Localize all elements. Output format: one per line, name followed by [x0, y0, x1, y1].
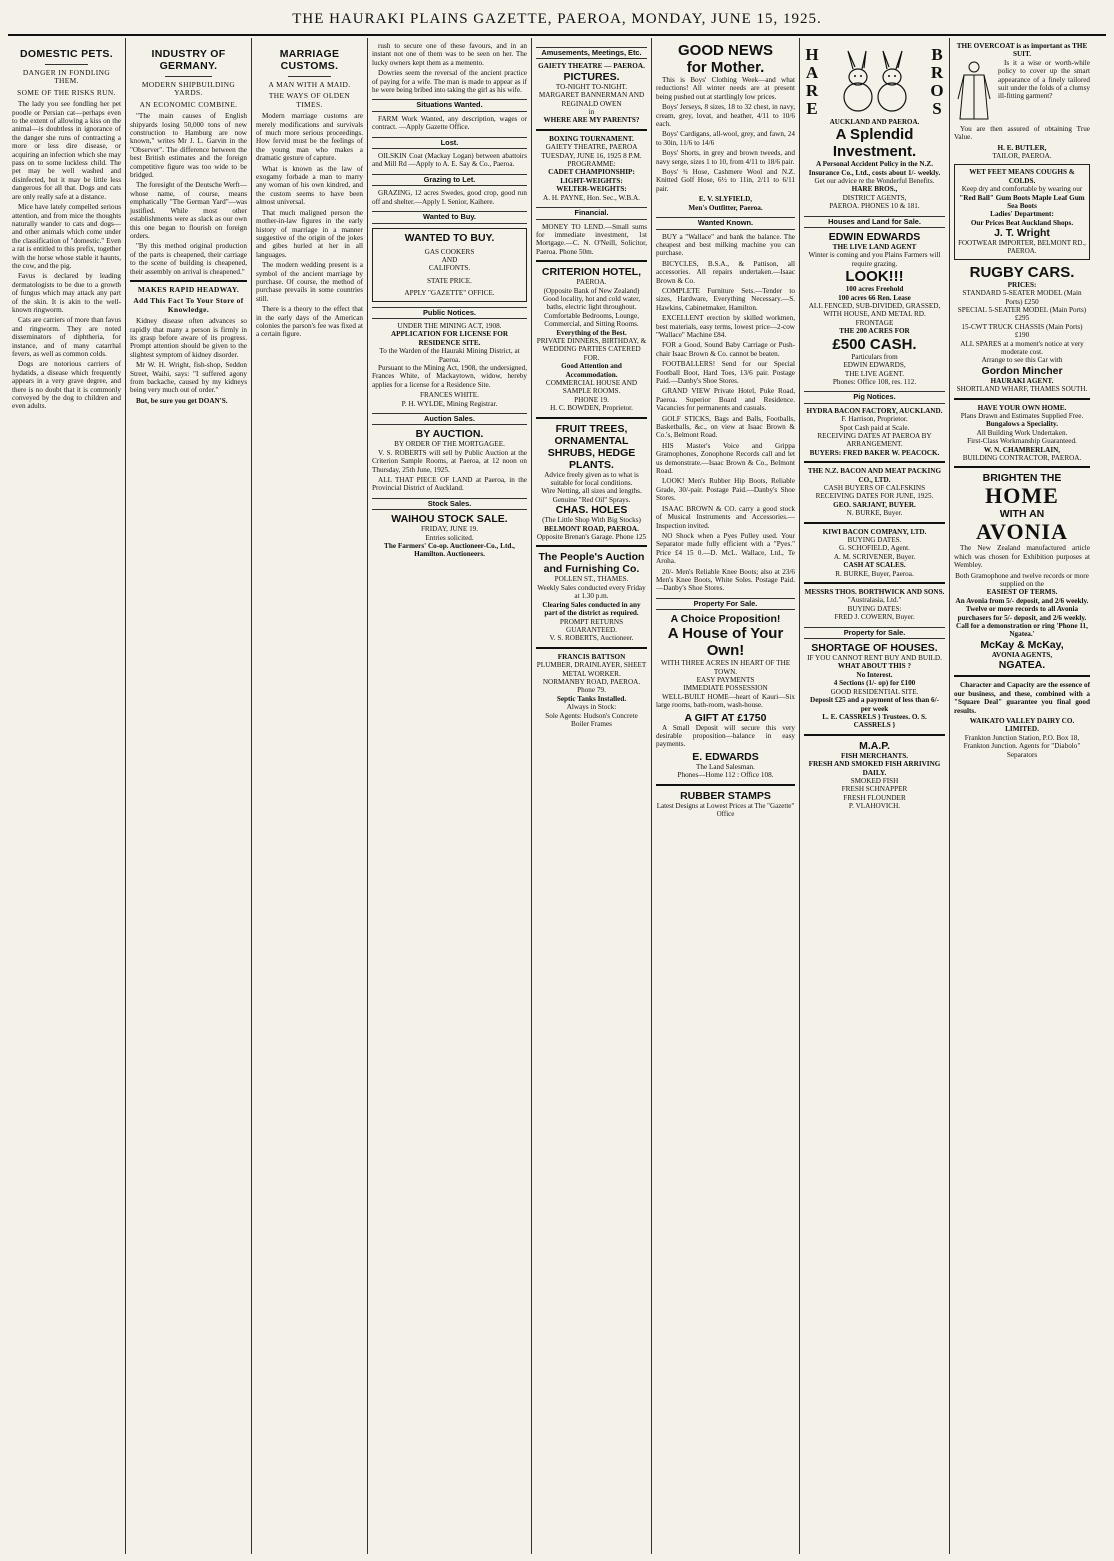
ad-line: PROGRAMME: — [567, 160, 616, 169]
ad-line: BUILDING CONTRACTOR, PAEROA. — [962, 454, 1082, 462]
ad-line: A. M. SCRIVENER, Buyer. — [833, 552, 916, 561]
ad-line: Phones: Office 108, res. 112. — [832, 377, 917, 386]
ad-line: THE LIVE LAND AGENT — [832, 243, 917, 252]
stock-sale-title: WAIHOU STOCK SALE. — [391, 513, 508, 526]
classified-ad: MONEY TO LEND.—Small sums for immediate investment, 1st Mortgage.—C. N. O'Neill, Solicitor, Paeroa. Phone 50m. — [536, 222, 647, 256]
section-heading: Houses and Land for Sale. — [804, 216, 945, 228]
notice-body: Pursuant to the Mining Act, 1908, the undersigned, Frances White, of Mackaytown, widow, hereby applies for a license for a Residence Site. — [372, 363, 527, 389]
column-domestic-pets — [8, 38, 126, 1554]
article-paragraph: Favus is declared by leading dermatologists to be due to a growth of fungus which may attack any part of the skin. It is akin to the well-known ringworm. — [12, 272, 121, 314]
ad-line: No Interest. — [856, 670, 893, 679]
ad-line: 4 Sections (1/- op) for £100 — [833, 679, 916, 688]
ad-line: CASH AT SCALES. — [843, 561, 906, 570]
ad-line: SHORTLAND WHARF, THAMES SOUTH. — [956, 385, 1088, 394]
article-paragraph: What is known as the law of exogamy forbade a man to marry any woman of his own kindred, and the custom seems to have been almost universal. — [256, 164, 363, 207]
section-heading: Auction Sales. — [372, 413, 527, 425]
section-heading: Property for Sale. — [804, 627, 945, 639]
ad-line: Plans Drawn and Estimates Supplied Free. — [960, 411, 1084, 420]
section-heading: Lost. — [372, 137, 527, 149]
ad-signature: Gordon Mincher — [981, 364, 1063, 377]
ad-line: G. SCHOFIELD, Agent. — [839, 544, 910, 553]
ad-line: The Land Salesman. — [696, 762, 755, 771]
column-classifieds-1 — [368, 38, 532, 1554]
classified-ad: GRAND VIEW Private Hotel, Puke Road, Paeroa. Superior Board and Residence. Vacancies for permanents and casuals. — [656, 387, 795, 413]
ad-title: BRIGHTEN THE — [982, 472, 1062, 485]
ad-line: CADET CHAMPIONSHIP: — [548, 168, 635, 177]
classified-ad: COMPLETE Furniture Sets.—Tender to sizes, Hardware, Everything Necessary.—S. Hawkins, Cabinetmaker, Hamilton. — [656, 286, 795, 312]
ad-line: Keep dry and comfortable by wearing our — [961, 185, 1083, 194]
ad-line: TO-NIGHT TO-NIGHT. — [555, 82, 628, 91]
article-paragraph: Modern marriage customs are merely modifications and survivals of much more serious proceedings. How fervid must be the feelings of the young man who makes a dramatic gesture of capture. — [256, 112, 363, 163]
ad-line: Clearing Sales conducted in any part of the district as required. — [542, 600, 641, 618]
classified-ad: ISAAC BROWN & CO. carry a good stock of Musical Instruments and Accessories.—Inspection invited. — [656, 504, 795, 530]
article-paragraph: Kidney disease often advances so rapidly that many a person is firmly in its grasp before aware of its progress. Prompt attention should be given to the slightest symptom of kidney disorder. — [130, 317, 247, 359]
ad-title: CHAS. HOLES — [555, 504, 628, 517]
ad-line: Sole Agents: Hudson's Concrete Boiler Frames — [545, 711, 638, 728]
article-subheading: Add This Fact To Your Store of Knowledge. — [133, 296, 244, 314]
column-industry-germany — [126, 38, 252, 1554]
ad-signature: J. T. Wright — [994, 227, 1050, 240]
section-heading: Amusements, Meetings, Etc. — [536, 47, 647, 59]
ad-line: R. BURKE, Buyer, Paeroa. — [835, 569, 914, 578]
ad-line: Bungalows a Speciality. — [985, 420, 1059, 429]
ad-title: RUGBY CARS. — [969, 263, 1075, 281]
ad-line: WELTER-WEIGHTS: — [556, 185, 627, 194]
ad-title: FRANCIS BATTSON — [557, 652, 626, 661]
ad-line: THE 200 ACRES FOR — [839, 327, 910, 336]
ad-line: Septic Tanks Installed. — [556, 694, 627, 703]
ad-line: GOOD RESIDENTIAL SITE. — [830, 687, 919, 696]
ad-line: A Personal Accident Policy in the N.Z. Insurance Co., Ltd., costs about 1/- weekly. — [808, 160, 941, 177]
ad-line: FISH MERCHANTS. — [840, 751, 909, 760]
ad-line: First-Class Workmanship Guaranteed. — [967, 437, 1077, 446]
ad-line: Call for a demonstration or ring 'Phone 11, Ngatea.' — [956, 622, 1088, 639]
article-subheading: A MAN WITH A MAID. — [268, 80, 351, 89]
ad-line: SPECIAL 5-SEATER MODEL (Main Ports) £295 — [957, 305, 1087, 323]
classified-ad: BUY a "Wallace" and bank the balance. The cheapest and best milking machine you can purchase. — [656, 232, 795, 258]
ad-line: Weekly Sales conducted every Friday at 1.30 p.m. — [537, 583, 646, 601]
ad-line: TUESDAY, JUNE 16, 1925 8 P.M. — [541, 151, 642, 160]
ad-line: FRESH AND SMOKED FISH ARRIVING DAILY. — [808, 760, 941, 777]
ad-title: HAVE YOUR OWN HOME. — [977, 403, 1067, 412]
ad-body: Boys' ¾ Hose, Cashmere Wool and N.Z. Knitted Golf Hose, 6½ to 11in, 2/11 to 6/11 pair. — [656, 168, 795, 193]
article-subheading: MAKES RAPID HEADWAY. — [137, 284, 240, 294]
ad-line: PRIVATE DINNERS, BIRTHDAY, & WEDDING PARTIES CATERED FOR. — [536, 336, 647, 362]
ad-line: H. C. BOWDEN, Proprietor. — [550, 404, 633, 413]
auction-line: BY ORDER OF THE MORTGAGEE. — [394, 440, 505, 449]
ad-line: Ladies' Department: — [990, 210, 1054, 219]
column-overcoat — [950, 38, 1094, 1554]
ad-line: Good Attention and Accommodation. — [561, 362, 622, 379]
rabbits-icon — [830, 49, 920, 115]
wanted-to-buy-ad — [372, 228, 527, 302]
ad-line: Winter is coming and you Plains Farmers will require grazing. — [808, 251, 941, 268]
ad-title: SHORTAGE OF HOUSES. — [811, 642, 938, 655]
ad-line: BUYING DATES. — [847, 536, 902, 545]
ad-title: RUBBER STAMPS — [680, 789, 771, 802]
ad-line: Good locality, hot and cold water, baths, electric light throughout. — [542, 294, 641, 312]
ad-line: WHAT ABOUT THIS ? — [837, 662, 912, 671]
ad-signature: McKay & McKay, — [980, 638, 1064, 651]
classified-ad: BICYCLES, B.S.A., & Pattison, all accessories. All repairs undertaken.—Isaac Brown & Co. — [656, 259, 795, 285]
ad-line: APPLY "GAZETTE" OFFICE. — [404, 289, 495, 298]
divider — [45, 64, 89, 65]
section-heading: Public Notices. — [372, 307, 527, 319]
section-heading: Financial. — [536, 207, 647, 219]
divider — [130, 280, 247, 282]
ad-line: STANDARD 5-SEATER MODEL (Main Ports) £250 — [962, 289, 1082, 306]
ad-line: CASH BUYERS OF CALFSKINS — [823, 483, 926, 492]
article-paragraph: The lady you see fondling her pet poodle or Persian cat—perhaps even to the extent of allowing a kiss on the animal—is doubtless in ignorance of the danger she runs of contracting a more or less dire disease, or acquiring an infection which she may pass on to some luckless child. The pet may be well washed and disinfected, but it may be little less dangerous for all that. Dogs and cats are only really safe at a distance. — [12, 100, 121, 201]
ad-line: FRESH SCHNAPPER — [841, 785, 908, 794]
stock-sale-line: FRIDAY, JUNE 19. — [420, 525, 479, 534]
ad-line: Spot Cash paid at Scale. — [839, 423, 910, 432]
ad-line: FOOTWEAR IMPORTER, BELMONT RD., PAEROA. — [958, 239, 1086, 256]
column-amusements — [532, 38, 652, 1554]
column-hare-bros — [800, 38, 950, 1554]
ad-line: 100 acres Freehold — [845, 285, 904, 294]
article-heading: DOMESTIC PETS. — [20, 48, 113, 60]
ad-line: PROMPT RETURNS GUARANTEED. — [559, 617, 624, 634]
ad-line: ALL FENCED, SUB-DIVIDED, GRASSED, WITH HOUSE, AND METAL RD. FRONTAGE — [808, 302, 941, 327]
ad-title: A Choice Proposition! — [670, 613, 781, 626]
ad-body: A Small Deposit will secure this very desirable proposition—balance in easy payments. — [656, 723, 795, 749]
ad-title: EDWIN EDWARDS — [828, 231, 921, 244]
ad-line: Phones—Home 112 : Office 108. — [677, 771, 774, 780]
ad-line: AUCKLAND AND PAEROA. — [829, 118, 920, 126]
classified-ad: 20/- Men's Reliable Knee Boots; also at 23/6 Men's Knee Boots, White Soles. Postage Paid.—Danby's Shoe Stores. — [656, 567, 795, 593]
ad-line: POLLEN ST., THAMES. — [554, 575, 629, 584]
ad-line: Everything of the Best. — [556, 328, 627, 337]
ad-signature: E. EDWARDS — [692, 750, 759, 763]
ad-title: for Mother. — [686, 59, 765, 76]
article-subheading: THE WAYS OF OLDEN TIMES. — [268, 91, 351, 109]
overcoat-figure-icon — [954, 59, 994, 125]
ad-line: MARGARET BANNERMAN AND REGINALD OWEN — [538, 91, 645, 108]
article-paragraph: "By this method original production of the parts is cheapened, their carriage to the scene of building is cheapened, their assembly on arrival is cheapened." — [130, 242, 247, 276]
ad-signature: W. N. CHAMBERLAIN, — [983, 445, 1061, 454]
ad-price: £500 CASH. — [832, 335, 917, 353]
classified-ad: FOR a Good, Sound Baby Carriage or Push-chair Isaac Brown & Co. cannot be beaten. — [656, 341, 795, 358]
ad-line: IMMEDIATE POSSESSION — [683, 684, 768, 693]
ad-line: Frankton Junction Station, P.O. Box 18, Frankton Junction. Agents for "Diabolo" Separators — [963, 733, 1081, 759]
ad-line: WHERE ARE MY PARENTS? — [543, 116, 640, 125]
hare-bros-logo — [804, 46, 945, 118]
classified-ad: LOOK! Men's Rubber Hip Boots, Reliable Grade, 30/-pair. Postage Paid.—Danby's Shoe Stores. — [656, 477, 795, 503]
notice-line: To the Warden of the Hauraki Mining District, at Paeroa. — [379, 347, 520, 364]
logo-letters-hare: H A R E — [805, 45, 819, 118]
ad-body: Is it a wise or worth-while policy to cover up the smart appearance of a finely tailored suit under the folds of a clumsy ill-fitting garment? — [998, 58, 1090, 101]
article-paragraph: Dogs are notorious carriers of hydatids, a disease which frequently appears in a very grave degree, and there is no doubt that it is commonly conveyed by the dog to children and even adults. — [12, 360, 121, 411]
ad-line: "Red Ball" Gum Boots Maple Leaf Gum Sea Boots — [959, 193, 1085, 211]
ad-line: PLUMBER, DRAINLAYER, SHEET METAL WORKER. — [536, 661, 647, 678]
ad-title: M.A.P. — [859, 739, 890, 752]
article-paragraph: rush to secure one of these favours, and in an instant not one of them was to be seen on her. The lucky owners kept them as a memento. — [372, 42, 527, 67]
ad-title: A House of Your Own! — [667, 625, 784, 660]
ad-line: FRESH FLOUNDER — [843, 793, 906, 802]
ad-signature: H. E. BUTLER, — [997, 143, 1047, 152]
ad-line: TAILOR, PAEROA. — [992, 152, 1052, 161]
ad-title: WANTED TO BUY. — [404, 231, 495, 244]
classified-ad: OILSKIN Coat (Mackay Logan) between abattoirs and Mill Rd —Apply to A. E. Say & Co., Paeroa. — [372, 152, 527, 169]
ad-line: PHONE 19. — [574, 395, 609, 404]
article-paragraph: "The main causes of English shipyards losing 50,000 tons of new construction to Hamburg are now known," writes Mr J. L. Garvin in the "Observer". The difference between the best British estimates and the foreign competitive figure was too wide to be bridged. — [130, 112, 247, 180]
article-paragraph: But, be sure you get DOAN'S. — [136, 396, 228, 405]
notice-signature: FRANCES WHITE. — [420, 391, 479, 400]
ad-body: Boys' Cardigans, all-wool, grey, and fawn, 24 to 30in, 11/6 to 14/6 — [656, 130, 795, 147]
ad-signature: Men's Outfitter, Paeroa. — [688, 203, 763, 212]
article-paragraph: Mr W. H. Wright, fish-shop, Seddon Street, Waihi, says: "I suffered agony from backache, caused by my kidneys being very much out of order." — [130, 361, 247, 395]
ad-line: EASIEST OF TERMS. — [986, 588, 1058, 597]
ad-line: Both Gramophone and twelve records or more supplied on the — [955, 571, 1089, 589]
article-paragraph: Dowries seem the reversal of the ancient practice of paying for a wife. The man is made to appear as if he were being bribed into taking the girl as his wife. — [372, 69, 527, 95]
ad-line: AVONIA AGENTS, — [991, 650, 1053, 659]
ad-title: THE OVERCOAT is as important as THE SUIT. — [956, 42, 1088, 59]
article-heading: INDUSTRY OF GERMANY. — [151, 48, 226, 72]
ad-line: Wire Netting, all sizes and lengths. — [541, 487, 642, 496]
ad-line: An Avonia from 5/- deposit, and 2/6 weekly. — [955, 596, 1089, 605]
ad-line: A. H. PAYNE, Hon. Sec., W.B.A. — [543, 193, 640, 202]
article-subheading: MODERN SHIPBUILDING YARDS. — [141, 80, 236, 98]
ad-body: Boys' Jerseys, 8 sizes, 18 to 32 chest, in navy, cream, grey, lovat, and heather, 4/11 to 10/6 each. — [656, 103, 795, 129]
ad-line: Opposite Brenan's Garage. Phone 125 — [536, 533, 647, 542]
ad-line: BUYING DATES: — [847, 604, 902, 613]
ad-line: FRED J. COWERN, Buyer. — [834, 613, 915, 622]
ad-title: HYDRA BACON FACTORY, AUCKLAND. — [806, 406, 943, 415]
ad-line: Get our advice re the Wonderful Benefits. — [814, 177, 935, 186]
ad-line: Phone 79. — [577, 686, 606, 695]
ad-line: CALIFONTS. — [428, 264, 471, 273]
ad-line: N. BURKE, Buyer. — [846, 509, 903, 518]
ad-title: WITH AN — [999, 508, 1045, 521]
article-paragraph: That much maligned person the mother-in-law figures in the early history of marriage in a manner suggestive of the origin of the jokes and gibes hurled at her in all languages. — [256, 208, 363, 259]
article-paragraph: Mice have lately compelled serious attention, and from mice the thoughts naturally wander to cats and dogs—and other animals which come under the classification of "domestic." Even a rat is entitled to this prefix, together with the horse whose stable it haunts, the cow, and the pig. — [12, 203, 121, 270]
ad-title: KIWI BACON COMPANY, LTD. — [822, 527, 927, 536]
section-heading: Wanted to Buy. — [372, 211, 527, 223]
ad-title: THE N.Z. BACON AND MEAT PACKING CO., LTD. — [807, 467, 942, 484]
ad-title: MESSRS THOS. BORTHWICK AND SONS. — [804, 588, 945, 597]
ad-line: Arrange to see this Car with — [981, 356, 1063, 365]
article-subheading: AN ECONOMIC COMBINE. — [139, 99, 238, 109]
article-paragraph: Cats are carriers of more than favus and ringworm. They are noted disseminators of diphtheria, for instance, and of many catarrhal fevers, as well as common colds. — [12, 316, 121, 358]
ad-line: AND — [441, 255, 458, 264]
ad-signature: E. V. SLYFIELD, — [698, 195, 753, 204]
ad-line: GEO. SARJANT, BUYER. — [833, 500, 916, 509]
classified-ad: GOLF STICKS, Bags and Balls, Footballs, Basketballs, &c., on view at Isaac Brown & Co.'s, Belmont Road. — [656, 414, 795, 440]
ad-line: PAEROA. PHONES 10 & 181. — [829, 202, 920, 211]
ad-title: GOOD NEWS — [677, 42, 773, 59]
ad-line: V. S. ROBERTS, Auctioneer. — [549, 634, 634, 643]
stock-sale-line: The Farmers' Co-op. Auctioneer-Co., Ltd., Hamilton. Auctioneers. — [384, 542, 515, 559]
ad-body: The New Zealand manufactured article which was chosen for Exhibition purposes at Wembley. — [954, 544, 1090, 570]
ad-line: NGATEA. — [998, 659, 1046, 672]
ad-line: F. Harrison, Proprietor. — [841, 415, 908, 424]
ad-line: GAS COOKERS — [424, 247, 475, 256]
ad-title: FRUIT TREES, ORNAMENTAL SHRUBS, HEDGE PLANTS. — [547, 422, 636, 471]
ad-line: RECEIVING DATES FOR JUNE, 1925. — [815, 492, 934, 501]
auction-title: BY AUCTION. — [415, 428, 484, 441]
ad-line: ALL SPARES at a moment's notice at very moderate cost. — [960, 339, 1084, 356]
ad-line: SMOKED FISH — [850, 776, 899, 785]
ad-line: EASY PAYMENTS — [696, 675, 755, 684]
ad-line: Latest Designs at Lowest Prices at The "Gazette" Office — [656, 801, 795, 818]
classified-ad: EXCELLENT erection by skilled workmen, best materials, easy terms, lowest price—2-cow "Wallace" Machine £84. — [656, 314, 795, 339]
ad-line: "Australasia, Ltd." — [847, 596, 902, 605]
article-subheading: DANGER IN FONDLING THEM. — [22, 68, 111, 86]
ad-line: STATE PRICE. — [427, 276, 472, 285]
ad-line: DISTRICT AGENTS, — [842, 193, 907, 202]
ad-title: A Splendid Investment. — [832, 126, 917, 161]
ad-line: PRICES: — [1007, 280, 1037, 289]
ad-line: EDWIN EDWARDS, — [843, 361, 906, 370]
ad-line: L. E. CASSRELS } Trustees. O. S. CASSRELS } — [822, 712, 927, 730]
classified-ad: GRAZING, 12 acres Swedes, good crop, good run off and shelter.—Apply I. Senior, Kaihere. — [372, 189, 527, 206]
divider — [165, 76, 212, 77]
ad-line: LIGHT-WEIGHTS: — [560, 176, 623, 185]
notice-signature: P. H. WYLDE, Mining Registrar. — [401, 399, 498, 408]
classified-ad: HIS Master's Voice and Grippa Gramophones, Zonophone Records call and let us demonstrate.—Isaac Brown & Co., Belmont Road. — [656, 441, 795, 476]
ad-body: This is Boys' Clothing Week—and what reductions! All winter needs are at present being pushed out at startlingly low prices. — [656, 76, 795, 101]
ad-title: HOME — [985, 483, 1059, 509]
ad-line: Always in Stock: — [566, 703, 617, 712]
ad-line: NORMANBY ROAD, PAEROA. — [542, 677, 641, 686]
ad-line: BELMONT ROAD, PAEROA. — [544, 524, 639, 533]
ad-line: Advice freely given as to what is suitable for local conditions. — [544, 470, 639, 488]
notice-line: UNDER THE MINING ACT, 1908. — [397, 321, 502, 330]
theatre-name: GAIETY THEATRE — PAEROA. — [538, 62, 645, 71]
column-good-news — [652, 38, 800, 1554]
ad-line: Particulars from — [851, 352, 898, 361]
ad-price: A GIFT AT £1750 — [684, 711, 767, 724]
ad-title: WET FEET MEANS COUGHS & COLDS. — [969, 168, 1075, 185]
auction-body: V. S. ROBERTS will sell by Public Auction at the Criterion Sample Rooms, at Paeroa, at 12 noon on Thursday, 25th June, 1925. — [372, 448, 527, 474]
ad-title: AVONIA — [976, 519, 1068, 545]
ad-line: Twelve or more records to all Avonia purchasers for 5/- deposit, and 2/6 weekly. — [957, 605, 1087, 622]
ad-line: 100 acres 66 Ren. Lease — [838, 293, 911, 302]
ad-body: You are then assured of obtaining True Value. — [954, 124, 1090, 142]
ad-signature: HARE BROS., — [851, 185, 898, 194]
classified-ad: FARM Work Wanted, any description, wages or contract. —Apply Gazette Office. — [372, 114, 527, 132]
newspaper-page — [8, 38, 1106, 1554]
divider — [288, 76, 331, 77]
ad-line: Our Prices Beat Auckland Shops. — [970, 218, 1074, 227]
ad-line: All Building Work Undertaken. — [976, 428, 1068, 437]
ad-line: PAEROA. — [576, 278, 607, 287]
notice-title: APPLICATION FOR LICENSE FOR RESIDENCE SITE. — [390, 330, 509, 347]
section-heading: Wanted Known. — [656, 217, 795, 229]
masthead: THE HAURAKI PLAINS GAZETTE, PAEROA, MONDAY, JUNE 15, 1925. — [8, 6, 1106, 36]
article-paragraph: The foresight of the Deutsche Werft—whose name, of course, means emphatically "The German Yard"—was justified. While most other establishments were as slack as our own this one began to flourish on foreign orders. — [130, 181, 247, 240]
wet-feet-ad — [954, 164, 1090, 259]
section-heading: Property For Sale. — [656, 598, 795, 610]
ad-signature: P. VLAHOVICH. — [848, 802, 901, 811]
classified-ad: NO Shock when a Pyes Pulley used. Your Separator made fully efficient with a "Pyes." Price £4 15 0.—D. McL. Wallace, Ltd., Te Aroha. — [656, 531, 795, 566]
ad-line: COMMERCIAL HOUSE AND SAMPLE ROOMS. — [545, 379, 638, 396]
ad-line: 15-CWT TRUCK CHASSIS (Main Ports) £190 — [961, 322, 1083, 340]
ad-body: Boys' Shorts, in grey and brown tweeds, and navy serge, sizes 1 to 10, from 4/11 to 18/6 pair. — [656, 149, 795, 166]
stock-sale-line: Entries solicited. — [425, 533, 474, 542]
classified-ad: FOOTBALLERS! Send for our Special Football Boot, Hard Toes, 13/6 pair. Postage Paid.—Danby's Shoe Stores. — [656, 360, 795, 385]
ad-title: PICTURES. — [563, 70, 620, 83]
ad-line: in — [588, 108, 595, 117]
column-marriage-customs — [252, 38, 368, 1554]
ad-line: (The Little Shop With Big Stocks) — [542, 516, 641, 525]
ad-body: Character and Capacity are the essence of our business, and these, combined with a "Square Deal" guarantee you final good results. — [954, 681, 1090, 715]
auction-body: ALL THAT PIECE OF LAND at Paeroa, in the Provincial District of Auckland. — [372, 476, 527, 493]
ad-title: BOXING TOURNAMENT. — [549, 134, 634, 143]
ad-line: IF YOU CANNOT RENT BUY AND BUILD. — [807, 654, 942, 663]
ad-title: LOOK!!! — [845, 268, 904, 286]
ad-line: BUYERS: FRED BAKER W. PEACOCK. — [809, 448, 940, 457]
article-paragraph: There is a theory to the effect that in the early days of the American colonies the parson's fee was fixed at a certain figure. — [256, 305, 363, 339]
ad-body: WELL-BUILT HOME—heart of Kauri—Six large rooms, bath-room, wash-house. — [656, 692, 795, 710]
section-heading: Situations Wanted. — [372, 99, 527, 111]
ad-title: The People's Auction and Furnishing Co. — [538, 551, 645, 576]
ad-line: Comfortable Bedrooms, Lounge, Commercial, and Sitting Rooms. — [543, 311, 640, 329]
article-paragraph: The modern wedding present is a symbol of the ancient marriage by purchase. Of course, the method of purchase prevails in some countries still. — [256, 261, 363, 303]
section-heading: Grazing to Let. — [372, 174, 527, 186]
ad-line: HAURAKI AGENT. — [990, 376, 1054, 385]
section-heading: Stock Sales. — [372, 498, 527, 510]
logo-letters-bros: B R O S — [930, 45, 944, 118]
ad-line: (Opposite Bank of New Zealand) — [543, 286, 640, 295]
ad-line: RECEIVING DATES AT PAEROA BY ARRANGEMENT. — [817, 431, 932, 449]
ad-line: GAIETY THEATRE, PAEROA — [545, 143, 638, 152]
ad-line: WAIKATO VALLEY DAIRY CO. LIMITED. — [969, 716, 1075, 734]
ad-line: THE LIVE AGENT. — [844, 369, 905, 378]
ad-line: WITH THREE ACRES IN HEART OF THE TOWN. — [660, 659, 791, 676]
article-subheading: SOME OF THE RISKS RUN. — [17, 87, 116, 97]
ad-line: Deposit £25 and a payment of less than 6/- per week — [810, 696, 939, 713]
article-heading: MARRIAGE CUSTOMS. — [279, 48, 340, 72]
section-heading: Pig Notices. — [804, 391, 945, 403]
ad-line: Genuine "Red Oil" Sprays. — [552, 495, 631, 504]
hotel-name: CRITERION HOTEL, — [541, 266, 642, 279]
